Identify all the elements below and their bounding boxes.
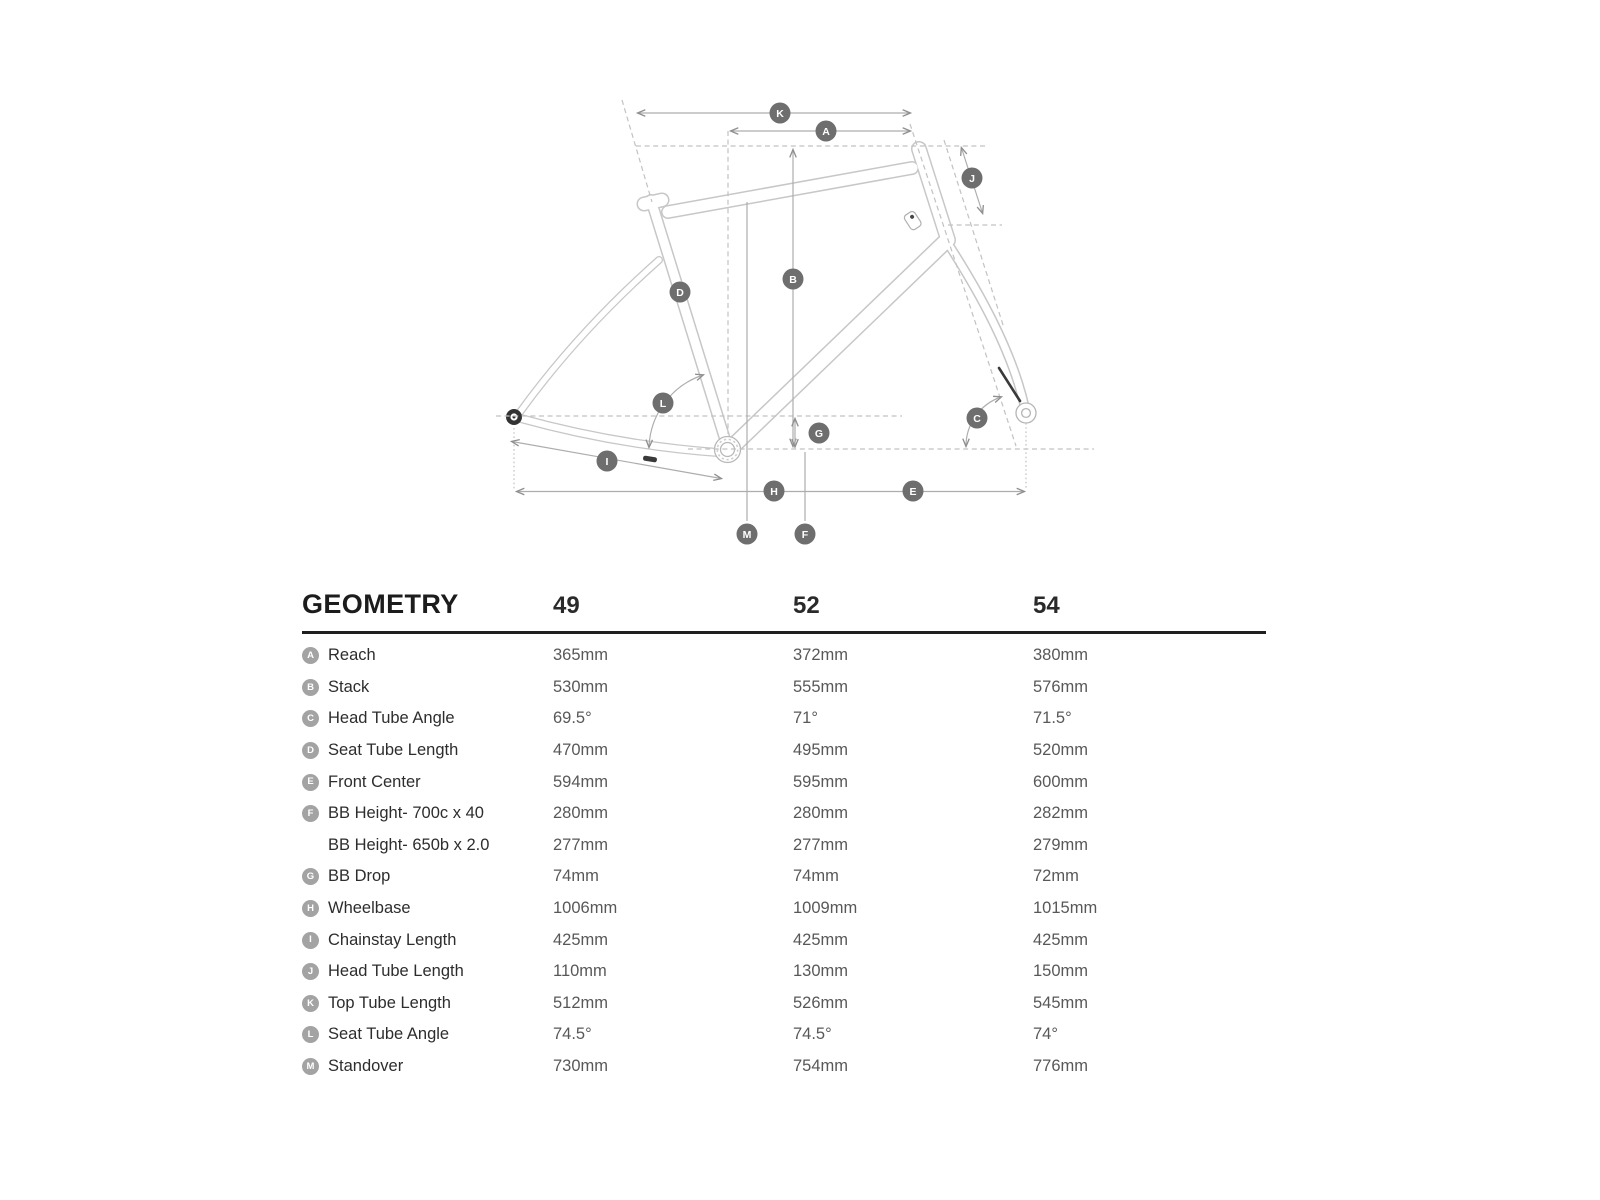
row-value-52: 1009mm [793,899,858,918]
row-letter-badge: H [302,900,319,917]
table-row [302,861,1266,893]
row-value-54: 1015mm [1033,899,1098,918]
marker-letter-L: L [659,397,667,410]
frame-fill [519,149,1025,453]
row-value-49: 74mm [553,867,599,886]
table-row [302,988,1266,1020]
row-value-54: 380mm [1033,646,1089,665]
marker-letter-K: K [776,107,784,120]
marker-letter-J: J [969,172,975,185]
row-label: Standover [328,1057,404,1076]
row-label: BB Height- 650b x 2.0 [328,835,490,854]
table-row [302,924,1266,956]
row-value-49: 365mm [553,646,609,665]
row-value-49: 512mm [553,993,609,1012]
row-label: Stack [328,677,370,696]
marker-letter-C: C [973,412,981,425]
row-letter-badge: I [302,932,319,949]
row-letter-badge: E [302,774,319,791]
row-value-52: 526mm [793,993,849,1012]
header-divider [302,631,1266,634]
table-body [302,640,1266,1082]
row-letter-badge: B [302,679,319,696]
row-value-49: 530mm [553,677,609,696]
row-label: Head Tube Angle [328,709,455,728]
row-letter-badge: K [302,995,319,1012]
row-value-49: 594mm [553,772,609,791]
frame-geometry-diagram [0,0,1600,562]
column-header-49: 49 [553,592,580,619]
table-row [302,1019,1266,1051]
row-value-52: 595mm [793,772,849,791]
row-value-49: 470mm [553,741,609,760]
marker-letter-F: F [801,528,809,541]
row-label: BB Height- 700c x 40 [328,804,484,823]
row-value-52: 754mm [793,1057,849,1076]
row-value-49: 1006mm [553,899,618,918]
row-letter-badge: D [302,742,319,759]
row-letter-badge: M [302,1058,319,1075]
row-label: Chainstay Length [328,930,457,949]
marker-letter-I: I [605,455,609,468]
geometry-table [302,586,1266,1082]
row-value-49: 69.5° [553,709,592,728]
row-value-54: 72mm [1033,867,1079,886]
marker-letter-B: B [789,273,797,286]
row-label: Seat Tube Angle [328,1025,450,1044]
row-value-52: 280mm [793,804,849,823]
table-row [302,1051,1266,1083]
rear-dropout [506,409,522,425]
row-letter-badge: C [302,710,319,727]
head-badge-plate [903,210,922,231]
row-value-54: 520mm [1033,741,1089,760]
row-value-52: 555mm [793,677,849,696]
marker-letter-G: G [814,427,824,440]
row-value-54: 150mm [1033,962,1089,981]
row-value-52: 277mm [793,835,849,854]
table-row [302,798,1266,830]
row-label: Top Tube Length [328,993,451,1012]
marker-letter-H: H [770,485,778,498]
table-row [302,703,1266,735]
table-row [302,766,1266,798]
row-value-54: 279mm [1033,835,1089,854]
row-value-54: 600mm [1033,772,1089,791]
marker-letter-M: M [742,528,752,541]
bike-frame-diagram-svg [0,0,1600,562]
row-letter-badge: A [302,647,319,664]
seat-axis-extension [622,100,652,202]
table-row [302,893,1266,925]
row-value-49: 280mm [553,804,609,823]
row-value-54: 282mm [1033,804,1089,823]
row-letter-badge: L [302,1026,319,1043]
row-value-52: 425mm [793,930,849,949]
marker-letter-E: E [909,485,917,498]
row-value-52: 372mm [793,646,849,665]
row-value-49: 277mm [553,835,609,854]
row-label: Seat Tube Length [328,741,459,760]
row-value-49: 730mm [553,1057,609,1076]
marker-letter-D: D [676,286,684,299]
row-value-54: 576mm [1033,677,1089,696]
row-value-52: 71° [793,709,818,728]
row-value-54: 74° [1033,1025,1058,1044]
table-row [302,830,1266,862]
row-value-52: 74.5° [793,1025,832,1044]
dimension-lines [512,113,1024,521]
table-row [302,640,1266,672]
row-value-54: 425mm [1033,930,1089,949]
row-label: Front Center [328,772,421,791]
table-title: GEOMETRY [302,589,459,619]
row-label: Reach [328,646,376,665]
row-value-54: 776mm [1033,1057,1089,1076]
row-letter-badge: G [302,868,319,885]
row-value-49: 425mm [553,930,609,949]
row-value-49: 110mm [553,962,607,981]
row-value-49: 74.5° [553,1025,592,1044]
table-row [302,956,1266,988]
table-row [302,735,1266,767]
column-header-54: 54 [1033,592,1060,619]
row-label: Head Tube Length [328,962,464,981]
chainstay-protector [643,455,658,462]
row-label: BB Drop [328,867,391,886]
row-label: Wheelbase [328,899,411,918]
table-header [302,586,1266,620]
row-letter-badge: F [302,805,319,822]
marker-letter-A: A [822,125,830,138]
row-value-54: 545mm [1033,993,1089,1012]
row-value-52: 130mm [793,962,849,981]
table-row [302,672,1266,704]
row-value-52: 495mm [793,741,849,760]
row-value-54: 71.5° [1033,709,1072,728]
row-value-52: 74mm [793,867,839,886]
row-letter-badge: J [302,963,319,980]
column-header-52: 52 [793,592,820,619]
